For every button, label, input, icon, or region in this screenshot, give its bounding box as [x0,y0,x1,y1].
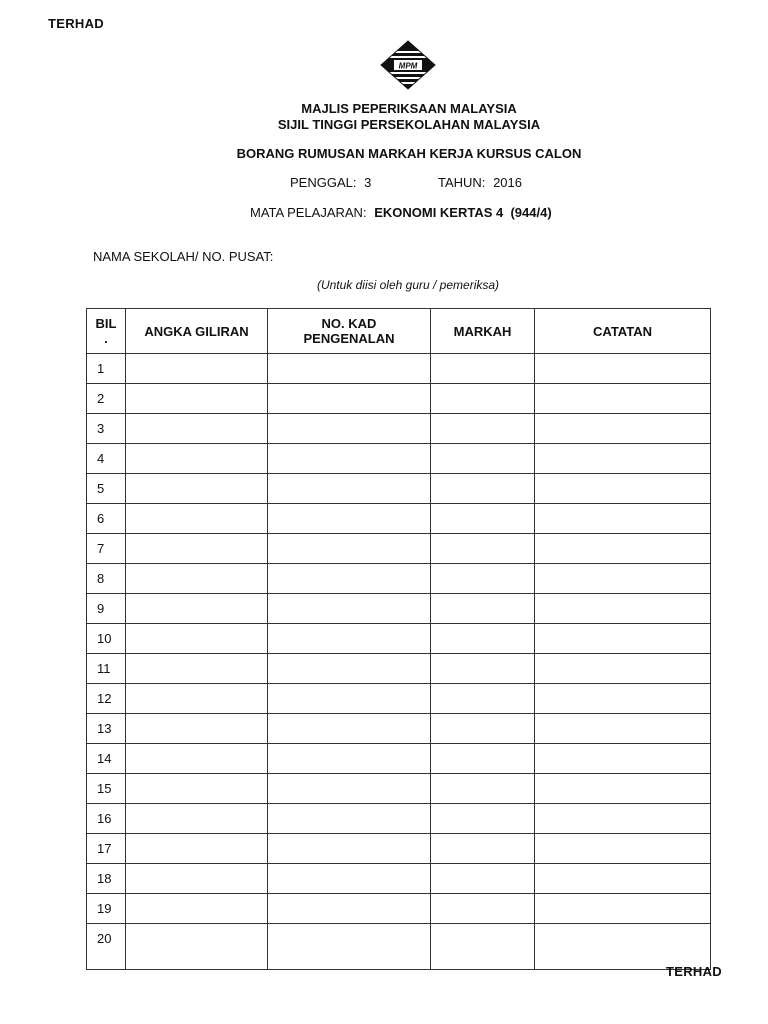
catatan-cell[interactable] [535,924,711,970]
catatan-cell[interactable] [535,654,711,684]
mpm-logo [380,40,436,90]
markah-cell[interactable] [431,654,535,684]
angka-giliran-cell[interactable] [126,654,268,684]
no-kad-cell[interactable] [268,354,431,384]
markah-cell[interactable] [431,894,535,924]
row-number: 19 [87,894,126,924]
table-row [87,834,711,864]
table-row [87,564,711,594]
catatan-cell[interactable] [535,474,711,504]
markah-cell[interactable] [431,594,535,624]
markah-cell[interactable] [431,384,535,414]
row-number: 3 [87,414,126,444]
header-no-kad [268,309,431,354]
row-number: 4 [87,444,126,474]
angka-giliran-cell[interactable] [126,414,268,444]
no-kad-cell[interactable] [268,744,431,774]
mpm-logo-text: MPM [398,61,418,71]
row-number: 7 [87,534,126,564]
no-kad-cell[interactable] [268,924,431,970]
table-row [87,864,711,894]
row-number: 6 [87,504,126,534]
catatan-cell[interactable] [535,684,711,714]
markah-cell[interactable] [431,864,535,894]
header-markah: MARKAH [431,309,535,354]
no-kad-cell[interactable] [268,444,431,474]
no-kad-cell[interactable] [268,564,431,594]
row-number: 20 [87,924,126,970]
tahun [438,175,522,190]
tahun-label: TAHUN: [438,175,486,190]
catatan-cell[interactable] [535,864,711,894]
no-kad-cell[interactable] [268,774,431,804]
angka-giliran-cell[interactable] [126,834,268,864]
angka-giliran-cell[interactable] [126,624,268,654]
catatan-cell[interactable] [535,774,711,804]
no-kad-cell[interactable] [268,654,431,684]
no-kad-cell[interactable] [268,624,431,654]
penggal-label: PENGGAL: [290,175,357,190]
table-row [87,594,711,624]
no-kad-cell[interactable] [268,594,431,624]
row-number: 15 [87,774,126,804]
catatan-cell[interactable] [535,504,711,534]
row-number: 11 [87,654,126,684]
angka-giliran-cell[interactable] [126,594,268,624]
angka-giliran-cell[interactable] [126,774,268,804]
markah-cell[interactable] [431,504,535,534]
no-kad-cell[interactable] [268,804,431,834]
table-row [87,354,711,384]
catatan-cell[interactable] [535,804,711,834]
markah-cell[interactable] [431,774,535,804]
no-kad-cell[interactable] [268,414,431,444]
markah-cell[interactable] [431,834,535,864]
angka-giliran-cell[interactable] [126,894,268,924]
markah-cell[interactable] [431,564,535,594]
row-number: 2 [87,384,126,414]
markah-cell[interactable] [431,444,535,474]
header-no-kad-line2: PENGENALAN [303,331,395,346]
angka-giliran-cell[interactable] [126,804,268,834]
angka-giliran-cell[interactable] [126,534,268,564]
table-body [87,354,711,970]
angka-giliran-cell[interactable] [126,684,268,714]
table-row [87,684,711,714]
catatan-cell[interactable] [535,744,711,774]
no-kad-cell[interactable] [268,384,431,414]
penggal [290,175,371,190]
row-number: 9 [87,594,126,624]
markah-cell[interactable] [431,744,535,774]
angka-giliran-cell[interactable] [126,444,268,474]
angka-giliran-cell[interactable] [126,384,268,414]
table-row [87,654,711,684]
row-number: 14 [87,744,126,774]
row-number: 17 [87,834,126,864]
table-header-row [87,309,711,354]
table-row [87,894,711,924]
row-number: 18 [87,864,126,894]
angka-giliran-cell[interactable] [126,864,268,894]
angka-giliran-cell[interactable] [126,474,268,504]
catatan-cell[interactable] [535,354,711,384]
no-kad-cell[interactable] [268,504,431,534]
catatan-cell[interactable] [535,894,711,924]
no-kad-cell[interactable] [268,714,431,744]
markah-cell[interactable] [431,354,535,384]
row-number: 13 [87,714,126,744]
certificate-name: SIJIL TINGGI PERSEKOLAHAN MALAYSIA [277,117,541,132]
header-bil-line1: BIL [95,316,117,331]
no-kad-cell[interactable] [268,684,431,714]
no-kad-cell[interactable] [268,894,431,924]
table-row [87,774,711,804]
angka-giliran-cell[interactable] [126,924,268,970]
markah-cell[interactable] [431,924,535,970]
table-row [87,384,711,414]
table-row [87,444,711,474]
catatan-cell[interactable] [535,534,711,564]
row-number: 16 [87,804,126,834]
markah-cell[interactable] [431,624,535,654]
table-row [87,534,711,564]
catatan-cell[interactable] [535,624,711,654]
table-row [87,804,711,834]
subject [250,205,552,220]
no-kad-cell[interactable] [268,864,431,894]
angka-giliran-cell[interactable] [126,504,268,534]
subject-label: MATA PELAJARAN: [250,205,367,220]
angka-giliran-cell[interactable] [126,744,268,774]
table-row [87,924,711,970]
row-number: 8 [87,564,126,594]
row-number: 10 [87,624,126,654]
classification-top: TERHAD [48,16,104,31]
catatan-cell[interactable] [535,714,711,744]
table-row [87,504,711,534]
catatan-cell[interactable] [535,384,711,414]
row-number: 5 [87,474,126,504]
form-title: BORANG RUMUSAN MARKAH KERJA KURSUS CALON [236,146,582,161]
no-kad-cell[interactable] [268,474,431,504]
no-kad-cell[interactable] [268,834,431,864]
markah-cell[interactable] [431,474,535,504]
school-label: NAMA SEKOLAH/ NO. PUSAT: [93,249,274,264]
catatan-cell[interactable] [535,414,711,444]
markah-cell[interactable] [431,414,535,444]
no-kad-cell[interactable] [268,534,431,564]
catatan-cell[interactable] [535,594,711,624]
row-number: 12 [87,684,126,714]
classification-bottom: TERHAD [666,964,722,979]
angka-giliran-cell[interactable] [126,354,268,384]
table-row [87,624,711,654]
markah-cell[interactable] [431,804,535,834]
row-number: 1 [87,354,126,384]
subject-value: EKONOMI KERTAS 4 (944/4) [374,205,552,220]
header-bil [87,309,126,354]
markah-cell[interactable] [431,714,535,744]
header-bil-line2: . [104,331,108,346]
council-name: MAJLIS PEPERIKSAAN MALAYSIA [301,101,517,116]
catatan-cell[interactable] [535,564,711,594]
marks-table [86,308,711,970]
header-catatan: CATATAN [535,309,711,354]
table-row [87,414,711,444]
fill-note: (Untuk diisi oleh guru / pemeriksa) [316,278,500,292]
table-row [87,714,711,744]
header-angka-giliran: ANGKA GILIRAN [126,309,268,354]
markah-cell[interactable] [431,684,535,714]
catatan-cell[interactable] [535,834,711,864]
tahun-value: 2016 [493,175,522,190]
penggal-value: 3 [364,175,372,190]
catatan-cell[interactable] [535,444,711,474]
table-row [87,744,711,774]
angka-giliran-cell[interactable] [126,714,268,744]
angka-giliran-cell[interactable] [126,564,268,594]
markah-cell[interactable] [431,534,535,564]
table-row [87,474,711,504]
header-no-kad-line1: NO. KAD [321,316,377,331]
